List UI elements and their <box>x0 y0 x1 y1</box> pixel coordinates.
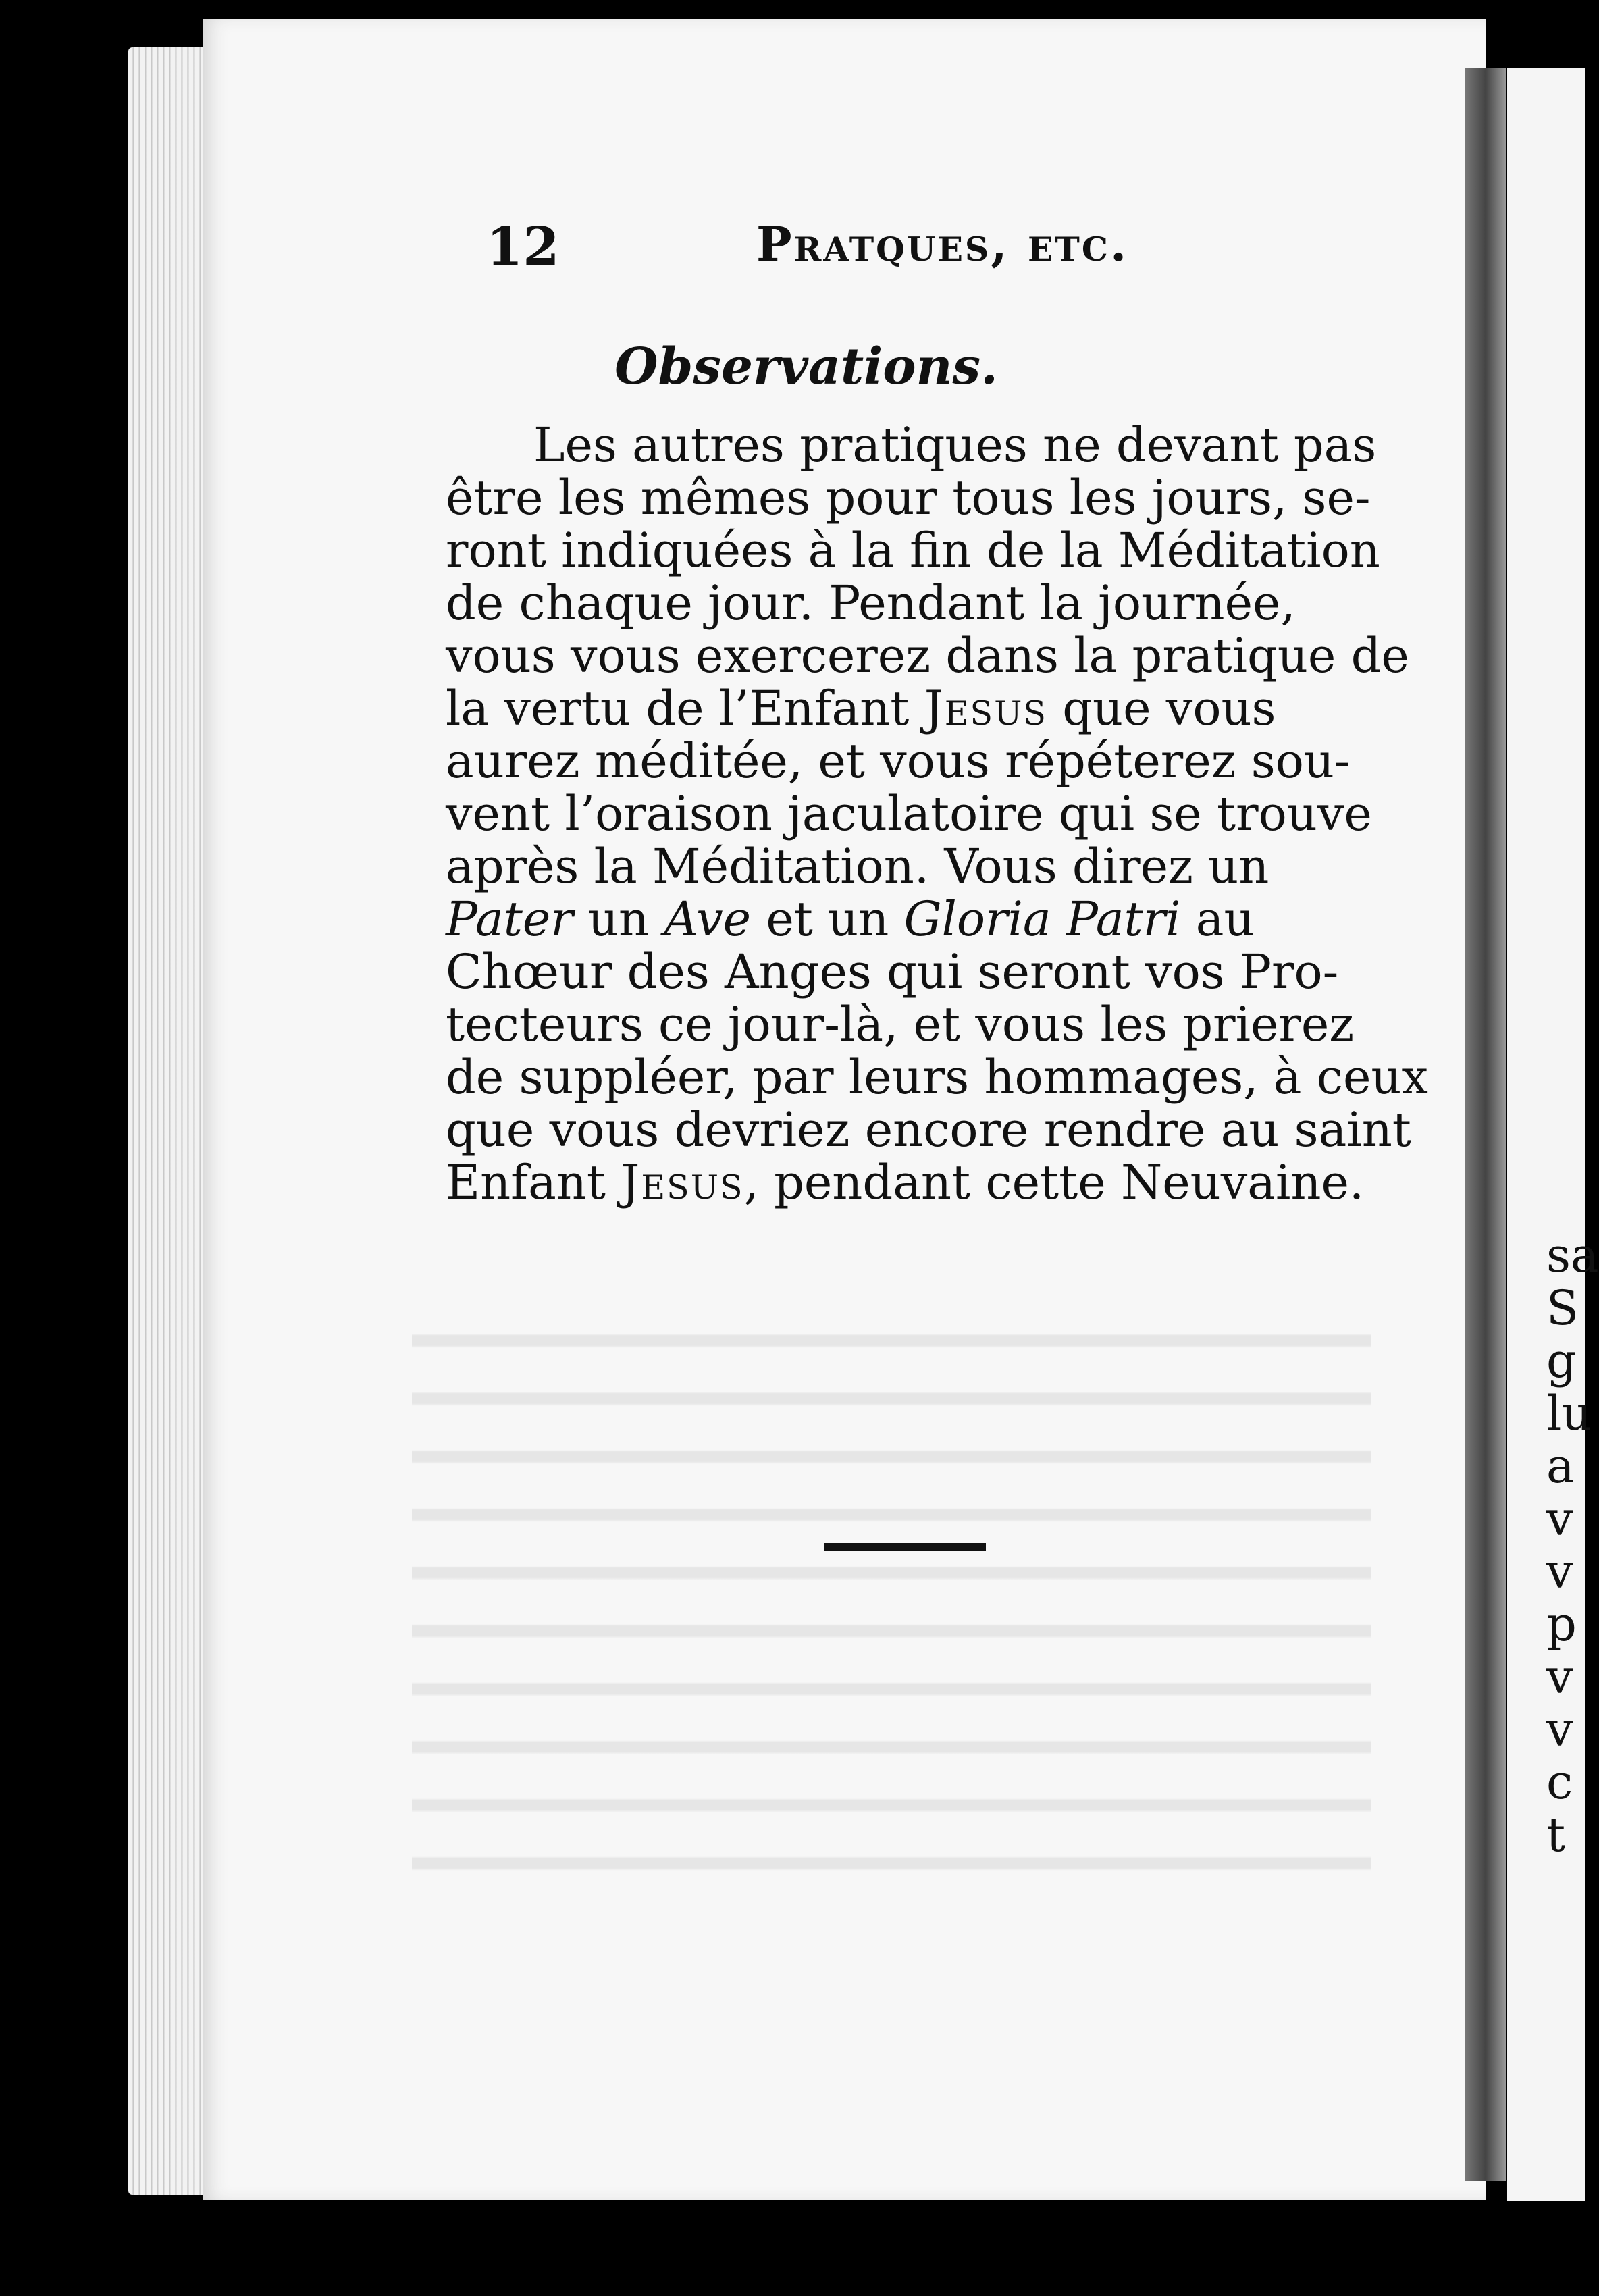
text-run: que vous <box>1047 681 1276 736</box>
text-line <box>446 840 1411 893</box>
section-divider-rule <box>824 1543 986 1551</box>
body-paragraph <box>446 417 1428 1210</box>
facing-page-fragment: sa <box>1546 1228 1599 1283</box>
text-run: au <box>1180 891 1255 947</box>
text-line <box>446 1049 1428 1105</box>
italic-phrase: Gloria Patri <box>903 891 1181 947</box>
text-line <box>446 1103 1411 1156</box>
text-line-content <box>446 524 1380 577</box>
text-run: ront indiquées à la fin de la Méditation <box>446 523 1380 578</box>
text-run: être les mêmes pour tous les jours, se- <box>446 470 1371 525</box>
text-line-content <box>533 419 1376 471</box>
text-run: vous vous exercerez dans la pratique de <box>446 628 1409 683</box>
text-run: Enfant <box>446 1155 621 1210</box>
text-line-content <box>446 787 1372 840</box>
small-caps-name: Jesus <box>621 1155 744 1210</box>
text-line-content <box>446 1103 1411 1156</box>
facing-page-fragment: c <box>1546 1754 1573 1810</box>
facing-page-fragment: a <box>1546 1438 1575 1494</box>
text-run: un <box>573 891 664 947</box>
text-run: Chœur des Anges qui seront vos Pro- <box>446 944 1339 999</box>
text-line <box>446 787 1411 840</box>
facing-page-fragment: S <box>1546 1280 1579 1336</box>
running-head: Pratques, etc. <box>756 216 1129 272</box>
section-title: Observations. <box>614 338 998 396</box>
facing-page-fragment: v <box>1546 1491 1573 1546</box>
text-line-content <box>446 945 1338 998</box>
text-run: après la Méditation. Vous direz un <box>446 839 1269 894</box>
text-line <box>446 998 1411 1051</box>
text-run: tecteurs ce jour-là, et vous les prierez <box>446 997 1355 1052</box>
text-line-content <box>446 682 1276 735</box>
facing-page-fragment: g <box>1546 1333 1577 1388</box>
text-line-content <box>446 998 1354 1051</box>
text-line <box>446 629 1411 682</box>
text-run: que vous devriez encore rendre au saint <box>446 1102 1411 1157</box>
small-caps-name: Jesus <box>924 681 1047 736</box>
show-through-text <box>412 1297 1371 1871</box>
text-line-content <box>446 471 1371 524</box>
text-line <box>446 524 1411 577</box>
text-line <box>446 471 1411 524</box>
text-run: vent l’oraison jaculatoire qui se trouve <box>446 786 1372 841</box>
text-line <box>446 577 1411 629</box>
text-line <box>446 945 1411 998</box>
text-line-content <box>446 893 1255 945</box>
page-number: 12 <box>486 216 560 278</box>
page-header <box>486 216 1432 284</box>
text-run: la vertu de l’Enfant <box>446 681 924 736</box>
text-line <box>446 893 1411 945</box>
text-line-content <box>446 577 1296 629</box>
text-run: , pendant cette Neuvaine. <box>743 1155 1365 1210</box>
text-line-content <box>446 840 1269 893</box>
text-line-content <box>446 1156 1364 1209</box>
facing-page-fragment: p <box>1546 1596 1577 1652</box>
text-run: de suppléer, par leurs hommages, à ceux <box>446 1049 1428 1105</box>
text-run: Les autres pratiques ne devant pas <box>533 417 1377 473</box>
text-line-content <box>446 1051 1428 1103</box>
text-run: de chaque jour. Pendant la journée, <box>446 575 1296 631</box>
facing-page-fragment: v <box>1546 1702 1573 1757</box>
facing-page-fragment: lu <box>1546 1386 1592 1441</box>
facing-page-fragment: t <box>1546 1807 1566 1862</box>
text-line <box>446 682 1411 735</box>
facing-page-text-fragments <box>1546 1228 1599 1862</box>
text-line <box>446 419 1411 471</box>
italic-phrase: Ave <box>664 891 752 947</box>
text-run: et un <box>751 891 904 947</box>
text-line-content <box>446 735 1351 787</box>
facing-page-fragment: v <box>1546 1544 1573 1599</box>
text-line-content <box>446 629 1409 682</box>
text-line <box>446 1156 1411 1209</box>
text-line <box>446 735 1411 787</box>
facing-page-fragment: v <box>1546 1649 1573 1704</box>
italic-phrase: Pater <box>446 891 573 947</box>
text-run: aurez méditée, et vous répéterez sou- <box>446 733 1351 789</box>
